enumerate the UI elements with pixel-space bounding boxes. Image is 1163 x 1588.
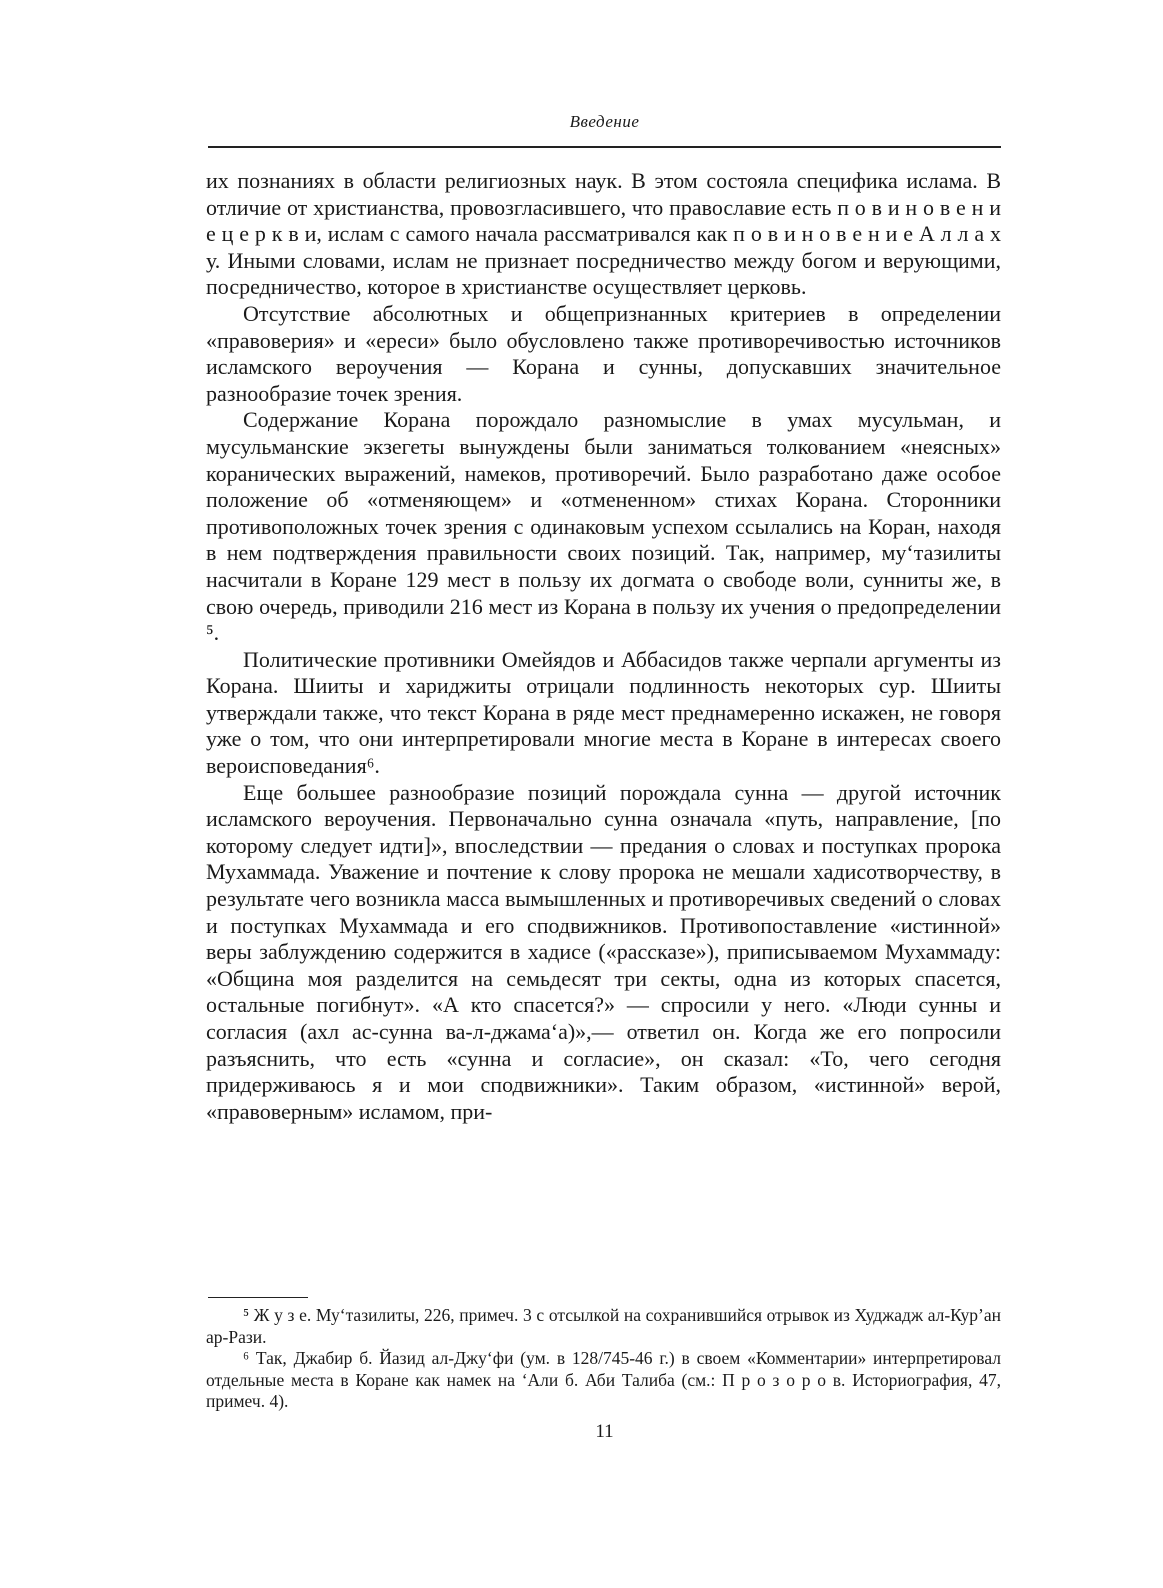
paragraph: Еще большее разнообразие позиций порождала сунна — другой источник исламского вероучения. Первоначально сунна означала «путь, направление, [по которому следует идти]», впоследствии — предания о словах и поступках пророка Мухаммада. Уважение и почтение к слову пророка не мешали хадисотворчеству, в результате чего возникла масса вымышленных и противоречивых сведений о словах и поступках Мухаммада и его сподвижников. Противопоставление «истинной» веры заблуждению содержится в хадисе («рассказе»), приписываемом Мухаммаду: «Община моя разделится на семьдесят три секты, одна из которых спасется, остальные погибнут». «А кто спасется?» — спросили у него. «Люди сунны и согласия (ахл ас-сунна ва-л-джама‘а)»,— ответил он. Когда же его попросили разъяснить, что есть «сунна и согласие», он сказал: «То, чего сегодня придерживаюсь я и мои сподвижники». Таким образом, «истинной» верой, «правоверным» исламом, при- [206, 779, 1001, 1124]
main-text [206, 168, 1001, 1125]
page-number: 11 [595, 1421, 614, 1442]
footnote-5: ⁵ Ж у з е. Му‘тазилиты, 226, примеч. 3 с отсылкой на сохранившийся отрывок из Худжадж ал-Кур’ан ар-Рази. [206, 1305, 1001, 1347]
paragraph: их познаниях в области религиозных наук. В этом состояла специфика ислама. В отличие от христианства, провозгласившего, что православие есть п о в и н о в е н и е ц е р к в и, ислам с самого начала рассматривался как п о в и н о в е н и е А л л а х у. Иными словами, ислам не признает посредничество между богом и верующими, посредничество, которое в христианстве осуществляет церковь. [206, 168, 1001, 300]
footnote-rule [208, 1297, 308, 1298]
header-rule [208, 146, 1001, 148]
footnote-6: ⁶ Так, Джабир б. Йазид ал-Джу‘фи (ум. в 128/745-46 г.) в своем «Комментарии» интерпретировал отдельные места в Коране как намек на ‘Али б. Аби Талиба (см.: П р о з о р о в. Историография, 47, примеч. 4). [206, 1348, 1001, 1411]
paragraph: Содержание Корана порождало разномыслие в умах мусульман, и мусульманские экзегеты вынуждены были заниматься толкованием «неясных» коранических выражений, намеков, противоречий. Было разработано даже особое положение об «отменяющем» и «отмененном» стихах Корана. Сторонники противоположных точек зрения с одинаковым успехом ссылались на Коран, находя в нем подтверждения правильности своих позиций. Так, например, му‘тазилиты насчитали в Коране 129 мест в пользу их догмата о свободе воли, сунниты же, в свою очередь, приводили 216 мест из Корана в пользу их учения о предопределении ⁵. [206, 407, 1001, 646]
paragraph: Отсутствие абсолютных и общепризнанных критериев в определении «правоверия» и «ереси» было обусловлено также противоречивостью источников исламского вероучения — Корана и сунны, допускавших значительное разнообразие точек зрения. [206, 300, 1001, 406]
running-title: Введение [569, 112, 640, 131]
footnotes [206, 1305, 1001, 1413]
paragraph: Политические противники Омейядов и Аббасидов также черпали аргументы из Корана. Шииты и хариджиты отрицали подлинность некоторых сур. Шииты утверждали также, что текст Корана в ряде мест преднамеренно искажен, не говоря уже о том, что они интерпретировали многие места в Коране в интересах своего вероисповедания⁶. [206, 646, 1001, 779]
